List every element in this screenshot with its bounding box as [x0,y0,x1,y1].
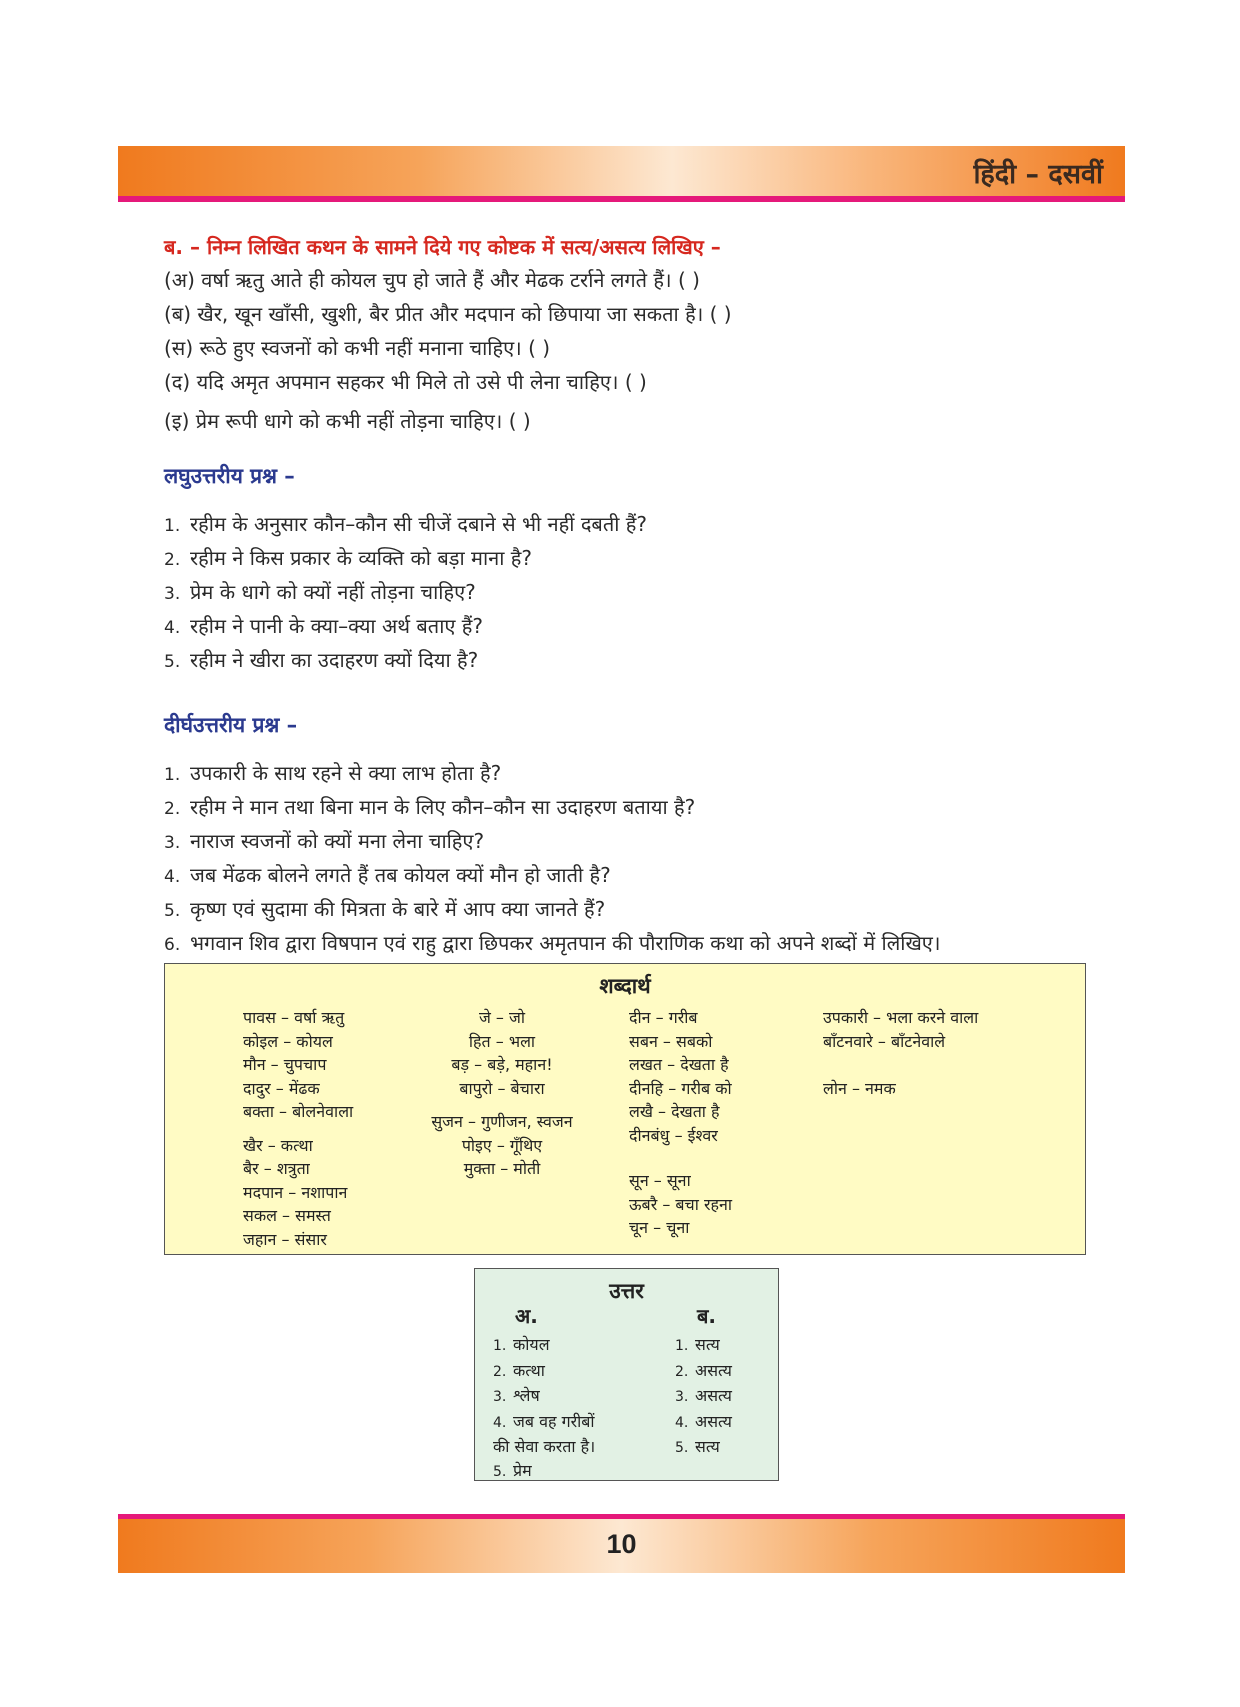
glossary-entry: पोइए – गूँथिए [461,1135,543,1155]
question-item [164,578,476,605]
glossary-entry: जहान – संसार [243,1229,327,1249]
question-text: रहीम ने पानी के क्या–क्या अर्थ बताए हैं? [190,614,484,638]
question-number: 2. [164,550,181,570]
section-b-heading: ब. – निम्न लिखित कथन के सामने दिये गए कोष्टक में सत्य/असत्य लिखिए – [164,235,721,259]
answer-item [493,1459,595,1485]
glossary-column-4 [823,1006,978,1100]
glossary-entry: दीन – गरीब [629,1008,698,1027]
footer-band [118,1519,1125,1573]
question-text: रहीम ने मान तथा बिना मान के लिए कौन–कौन सा उदाहरण बताया है? [190,795,696,819]
answer-text: श्लेष [513,1386,540,1405]
glossary-entry: लखत – देखता है [629,1055,729,1074]
question-number: 5. [164,901,181,921]
true-false-item: (स) रूठे हुए स्वजनों को कभी नहीं मनाना चाहिए। ( ) [164,336,551,360]
answer-item [493,1410,595,1436]
glossary-entry: बड़ – बड़े, महान! [451,1055,553,1074]
question-text: उपकारी के साथ रहने से क्या लाभ होता है? [190,761,502,785]
glossary-entry: बक्ता – बोलनेवाला [243,1102,354,1121]
answer-number: 3. [493,1389,507,1405]
question-text: कृष्ण एवं सुदामा की मित्रता के बारे में आप क्या जानते हैं? [190,897,606,921]
true-false-item: (ब) खैर, खून खाँसी, खुशी, बैर प्रीत और मदपान को छिपाया जा सकता है। ( ) [164,302,732,326]
glossary-entry: मुक्ता – मोती [463,1159,541,1178]
header-divider [118,196,1125,202]
header-band [118,146,1125,196]
glossary-column-1 [243,1006,353,1251]
glossary-entry: दीनबंधु – ईश्वर [629,1125,718,1145]
answer-text: की सेवा करता है। [493,1437,596,1456]
answer-text: प्रेम [513,1460,532,1480]
glossary-entry: सकल – समस्त [243,1206,331,1225]
answer-item [493,1333,595,1359]
glossary-entry: चून – चूना [629,1218,690,1237]
answer-number: 5. [675,1440,689,1456]
question-text: जब मेंढक बोलने लगते हैं तब कोयल क्यों मौन हो जाती है? [190,863,611,887]
answer-item [675,1333,732,1359]
true-false-item: (द) यदि अमृत अपमान सहकर भी मिले तो उसे पी लेना चाहिए। ( ) [164,370,647,394]
answer-number: 5. [493,1463,507,1480]
glossary-entry: उपकारी – भला करने वाला [823,1008,979,1027]
short-questions-heading: लघुउत्तरीय प्रश्न – [164,464,295,488]
answer-number: 2. [493,1363,507,1380]
question-item [164,759,501,786]
question-number: 3. [164,833,181,853]
glossary-entry: हित – भला [468,1031,536,1051]
answer-item [675,1359,732,1385]
question-item [164,895,605,922]
answer-item [675,1435,732,1461]
question-number: 6. [164,935,181,955]
question-number: 5. [164,652,181,672]
answers-column-b-heading: ब. [697,1304,717,1328]
question-text: रहीम के अनुसार कौन–कौन सी चीजें दबाने से भी नहीं दबती हैं? [190,512,648,536]
answers-column-a [493,1333,595,1484]
answer-text: सत्य [695,1335,720,1354]
true-false-item: (इ) प्रेम रूपी धागे को कभी नहीं तोड़ना चाहिए। ( ) [164,409,531,433]
answer-text: असत्य [695,1386,732,1405]
glossary-entry: कोइल – कोयल [243,1031,333,1051]
answer-text: असत्य [695,1411,732,1431]
question-number: 1. [164,516,181,536]
answer-number: 1. [675,1338,689,1354]
glossary-entry: मदपान – नशापान [243,1182,348,1202]
question-text: रहीम ने खीरा का उदाहरण क्यों दिया है? [190,648,479,672]
question-item [164,646,478,673]
glossary-entry: खैर – कत्था [243,1135,313,1155]
answer-text: जब वह गरीबों [513,1411,595,1431]
question-item [164,827,484,854]
glossary-entry: ऊबरै – बचा रहना [629,1194,733,1214]
glossary-title: शब्दार्थ [599,974,651,998]
question-text: रहीम ने किस प्रकार के व्यक्ति को बड़ा माना है? [190,546,533,570]
answer-number: 1. [493,1338,507,1354]
glossary-entry: सबन – सबको [629,1031,713,1051]
glossary-entry: मौन – चुपचाप [243,1055,327,1074]
question-item [164,544,532,571]
question-item [164,929,940,956]
glossary-entry: बैर – शत्रुता [243,1159,310,1178]
answer-number: 4. [675,1414,689,1431]
glossary-box [164,963,1086,1255]
answer-text: असत्य [695,1360,732,1380]
answer-item [493,1359,595,1385]
answer-item [675,1384,732,1410]
question-text: भगवान शिव द्वारा विषपान एवं राहु द्वारा छिपकर अमृतपान की पौराणिक कथा को अपने शब्दों में लिखिए। [190,931,941,955]
answer-item [493,1384,595,1410]
glossary-entry: सुजन – गुणीजन, स्वजन [431,1112,573,1131]
question-item [164,793,695,820]
question-number: 4. [164,618,181,638]
glossary-entry: पावस – वर्षा ऋतु [243,1008,345,1027]
question-number: 1. [164,765,181,785]
question-item [164,612,483,639]
question-number: 4. [164,867,181,887]
answers-column-b [675,1333,732,1461]
answers-box [474,1268,779,1481]
true-false-item: (अ) वर्षा ऋतु आते ही कोयल चुप हो जाते हैं और मेढक टर्राने लगते हैं। ( ) [164,268,700,292]
glossary-entry: दादुर – मेंढक [243,1078,320,1098]
glossary-column-2 [417,1006,587,1181]
question-text: नाराज स्वजनों को क्यों मना लेना चाहिए? [190,829,485,853]
answer-number: 2. [675,1363,689,1380]
glossary-entry: सून – सूना [629,1171,691,1190]
glossary-column-3 [629,1006,732,1240]
answer-item [675,1410,732,1436]
answers-title: उत्तर [609,1279,644,1303]
long-questions-heading: दीर्घउत्तरीय प्रश्न – [164,713,298,737]
answer-number: 3. [675,1389,689,1405]
answers-column-a-heading: अ. [515,1304,538,1328]
question-item [164,510,647,537]
glossary-entry: लखै – देखता है [629,1102,720,1121]
question-number: 2. [164,799,181,819]
page-header-title: हिंदी – दसवीं [973,159,1103,190]
answer-number: 4. [493,1414,507,1431]
question-number: 3. [164,584,181,604]
glossary-entry: बाँटनवारे – बाँटनेवाले [823,1031,946,1051]
answer-item [493,1435,595,1459]
glossary-entry: लोन – नमक [823,1078,896,1098]
question-item [164,861,611,888]
answer-text: कत्था [513,1360,545,1380]
page-number: 10 [606,1529,637,1559]
glossary-entry: दीनहि – गरीब को [629,1078,732,1098]
glossary-entry: जे – जो [478,1008,526,1027]
answer-text: सत्य [695,1437,720,1456]
glossary-entry: बापुरो – बेचारा [459,1078,545,1098]
question-text: प्रेम के धागे को क्यों नहीं तोड़ना चाहिए? [190,580,476,604]
answer-text: कोयल [513,1335,550,1354]
